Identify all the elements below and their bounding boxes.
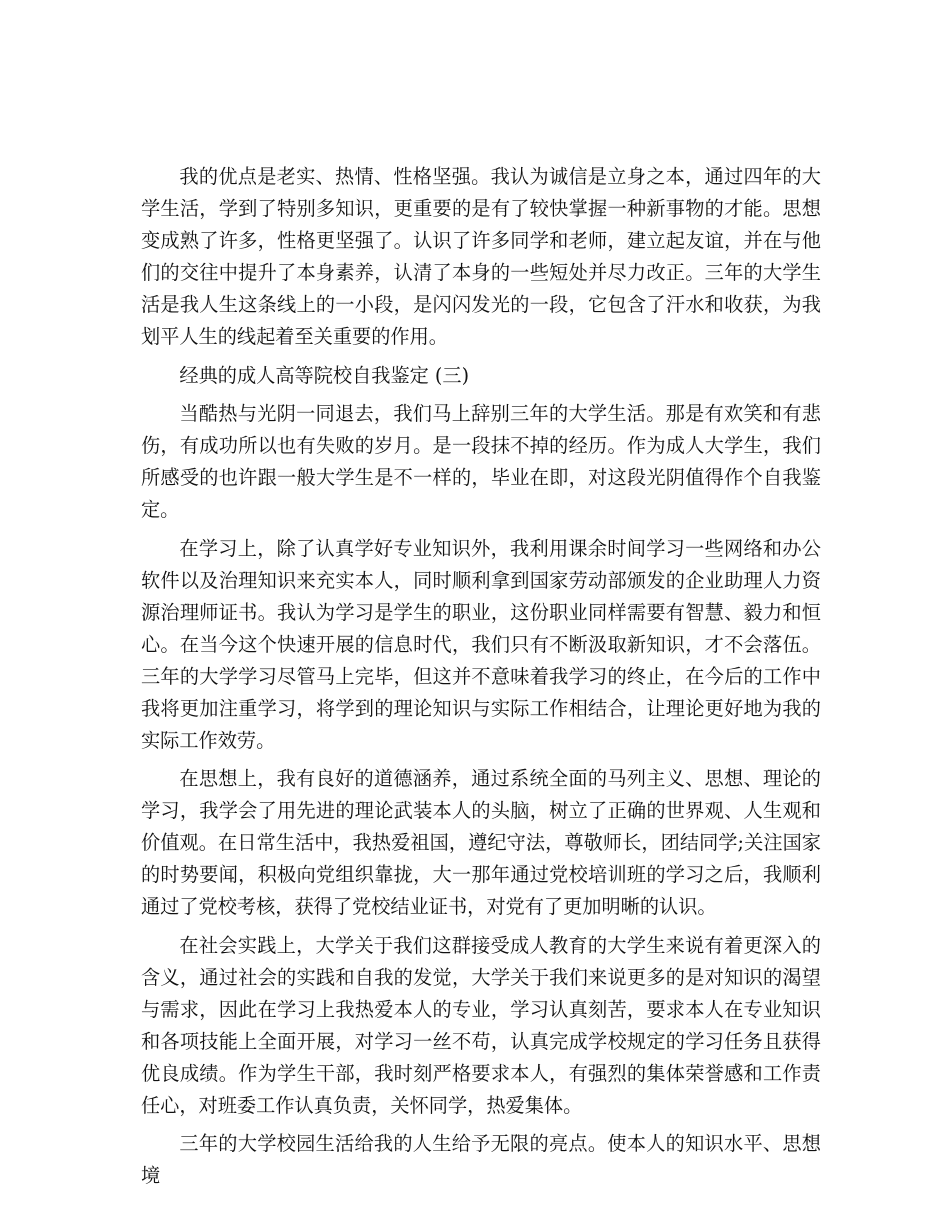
paragraph-summary: 三年的大学校园生活给我的人生给予无限的亮点。使本人的知识水平、思想境	[141, 1132, 821, 1187]
section-heading: 经典的成人高等院校自我鉴定 (三)	[179, 363, 470, 387]
paragraph-thought: 在思想上，我有良好的道德涵养，通过系统全面的马列主义、思想、理论的学习，我学会了用先进的理论武装本人的头脑，树立了正确的世界观、人生观和价值观。在日常生活中，我热爱祖国，遵纪守法，尊敬师长，团结同学;关注国家的时势要闻，积极向党组织靠拢，大一那年通过党校培训班的学习之后，我顺利通过了党校考核，获得了党校结业证书，对党有了更加明晰的认识。	[141, 767, 821, 918]
document-body	[141, 161, 821, 1199]
paragraph-strengths: 我的优点是老实、热情、性格坚强。我认为诚信是立身之本，通过四年的大学生活，学到了特别多知识，更重要的是有了较快掌握一种新事物的才能。思想变成熟了许多，性格更坚强了。认识了许多同学和老师，建立起友谊，并在与他们的交往中提升了本身素养，认清了本身的一些短处并尽力改正。三年的大学生活是我人生这条线上的一小段，是闪闪发光的一段，它包含了汗水和收获，为我划平人生的线起着至关重要的作用。	[141, 165, 821, 348]
paragraph-study: 在学习上，除了认真学好专业知识外，我利用课余时间学习一些网络和办公软件以及治理知识来充实本人，同时顺利拿到国家劳动部颁发的企业助理人力资源治理师证书。我认为学习是学生的职业，这份职业同样需要有智慧、毅力和恒心。在当今这个快速开展的信息时代，我们只有不断汲取新知识，才不会落伍。三年的大学学习尽管马上完毕，但这并不意味着我学习的终止，在今后的工作中我将更加注重学习，将学到的理论知识与实际工作相结合，让理论更好地为我的实际工作效劳。	[141, 536, 821, 752]
paragraph-practice: 在社会实践上，大学关于我们这群接受成人教育的大学生来说有着更深入的含义，通过社会的实践和自我的发觉，大学关于我们来说更多的是对知识的渴望与需求，因此在学习上我热爱本人的专业，学习认真刻苦，要求本人在专业知识和各项技能上全面开展，对学习一丝不苟，认真完成学校规定的学习任务且获得优良成绩。作为学生干部，我时刻严格要求本人，有强烈的集体荣誉感和工作责任心，对班委工作认真负责，关怀同学，热爱集体。	[141, 933, 821, 1117]
paragraph-intro: 当酷热与光阴一同退去，我们马上辞别三年的大学生活。那是有欢笑和有悲伤，有成功所以也有失败的岁月。是一段抹不掉的经历。作为成人大学生，我们所感受的也许跟一般大学生是不一样的，毕业在即，对这段光阴值得作个自我鉴定。	[141, 402, 821, 521]
